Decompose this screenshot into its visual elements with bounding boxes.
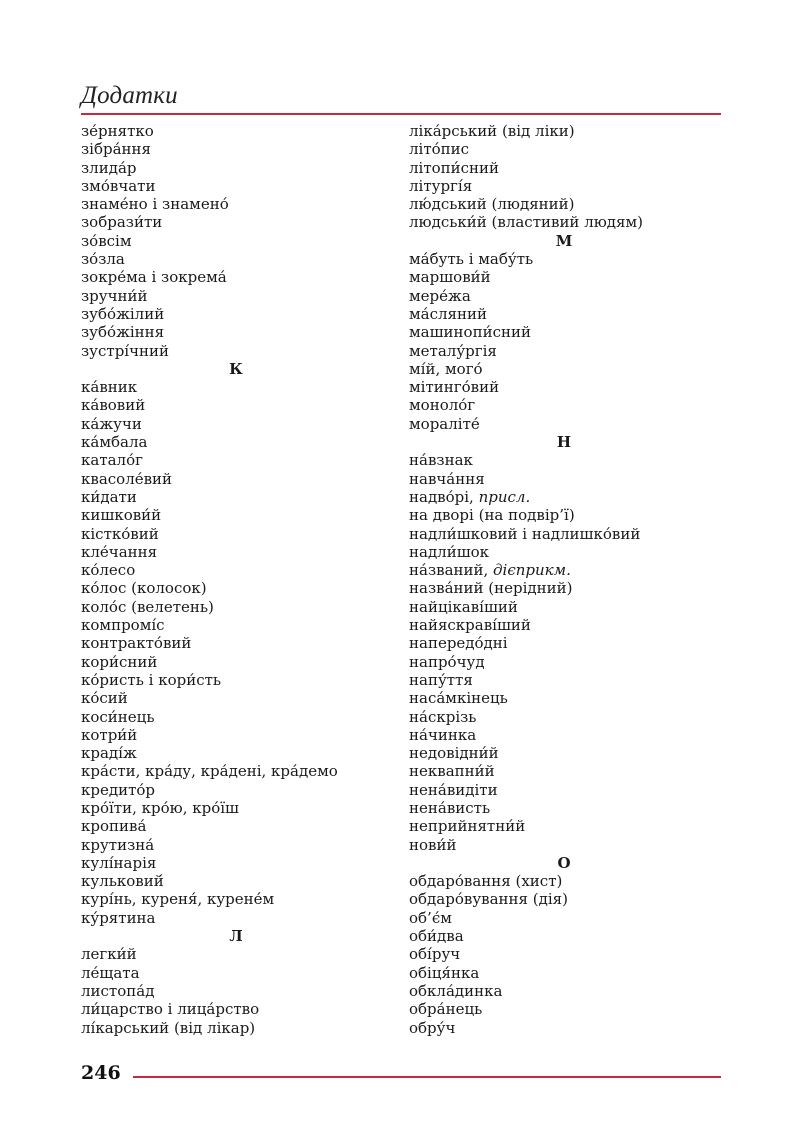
entry-text: обдаро́вування (дія) [409,890,568,909]
entry-text: зустрі́чний [81,341,170,360]
entry-note: присл. [478,487,531,506]
dictionary-entry [409,268,719,286]
dictionary-entry [409,342,719,360]
dictionary-entry [409,287,719,305]
dictionary-entry [81,451,391,469]
dictionary-entry [81,836,391,854]
dictionary-entry [81,817,391,835]
dictionary-entry [409,323,719,341]
dictionary-entry [409,762,719,780]
entry-text: обра́нець [409,1000,483,1019]
entry-text: контракто́вий [81,634,192,653]
dictionary-entry [409,415,719,433]
entry-text: обдаро́вання (хист) [409,872,563,891]
entry-text: зубо́жілий [81,304,165,323]
dictionary-entry [409,250,719,268]
dictionary-entry [409,890,719,908]
entry-text: кулі́нарія [81,853,157,872]
dictionary-entry [409,579,719,597]
entry-text: лю́дський (людяний) [409,195,575,214]
entry-note: дієприкм. [493,561,571,580]
dictionary-entry [81,543,391,561]
dictionary-entry [409,561,719,579]
entry-text: мере́жа [409,286,471,305]
entry-text: зубо́жіння [81,323,165,342]
dictionary-entry [81,506,391,524]
dictionary-entry [81,268,391,286]
entry-text: Н [556,433,572,452]
dictionary-entry [81,708,391,726]
entry-text: на́званий, [409,561,494,580]
dictionary-entry [81,525,391,543]
dictionary-entry [81,854,391,872]
dictionary-entry [409,799,719,817]
entry-text: кропива́ [81,817,147,836]
entry-text: неприйнятни́й [409,817,526,836]
entry-text: квасоле́вий [81,469,173,488]
dictionary-entry [81,634,391,652]
entry-text: ку́рятина [81,908,156,927]
entry-text: знаме́но і знамено́ [81,195,229,214]
dictionary-entry [81,689,391,707]
entry-text: обіця́нка [409,963,480,982]
entry-text: об’є́м [409,908,452,927]
dictionary-entry [81,982,391,1000]
dictionary-entry [409,836,719,854]
dictionary-entry [409,140,719,158]
entry-text: назва́ний (нерідний) [409,579,573,598]
dictionary-entry [81,433,391,451]
dictionary-entry [81,872,391,890]
dictionary-entry [409,781,719,799]
dictionary-entry [81,799,391,817]
entry-text: обі́руч [409,945,461,964]
entry-text: ки́дати [81,487,137,506]
dictionary-entry [409,305,719,323]
entry-text: кульковий́ [81,872,164,891]
dictionary-column-right [409,122,719,1037]
dictionary-entry [81,140,391,158]
dictionary-entry [409,195,719,213]
entry-text: надво́рі, [409,487,479,506]
dictionary-entry [81,378,391,396]
dictionary-entry [409,927,719,945]
dictionary-entry [81,726,391,744]
dictionary-entry [81,159,391,177]
entry-text: кро́їти, кро́ю, кро́їш [81,798,239,817]
dictionary-entry [81,177,391,195]
dictionary-entry [409,213,719,231]
entry-text: кори́сний [81,652,158,671]
letter-heading [81,360,391,378]
dictionary-entry [81,488,391,506]
letter-heading [81,927,391,945]
entry-text: обкла́динка [409,981,503,1000]
dictionary-entry [81,1019,391,1037]
page-number: 246 [81,1062,121,1084]
dictionary-entry [409,598,719,616]
dictionary-column-left [81,122,391,1037]
entry-text: зобрази́ти [81,213,163,232]
entry-text: коси́нець [81,707,155,726]
dictionary-entry [81,342,391,360]
entry-text: наса́мкінець [409,689,508,708]
entry-text: ка́вовий [81,396,146,415]
entry-text: ка́мбала [81,433,148,452]
dictionary-entry [409,653,719,671]
entry-text: коло́с (велетень) [81,597,214,616]
entry-text: зібра́ння [81,140,152,159]
dictionary-entry [409,634,719,652]
entry-text: напередо́дні [409,634,508,653]
entry-text: листопа́д [81,981,155,1000]
entry-text: навча́ння [409,469,485,488]
dictionary-entry [81,616,391,634]
header-rule [81,113,721,115]
dictionary-entry [81,561,391,579]
entry-text: ма́сляний [409,304,487,323]
entry-text: моноло́г [409,396,476,415]
entry-text: лі́карський (від лікар) [81,1018,256,1037]
dictionary-entry [81,323,391,341]
dictionary-entry [409,525,719,543]
entry-text: курі́нь, куреня́, курене́м [81,890,275,909]
dictionary-entry [409,177,719,195]
entry-text: людськи́й (властивий людям) [409,213,644,232]
footer-rule [133,1076,721,1078]
dictionary-entry [81,964,391,982]
entry-text: ма́буть і мабу́ть [409,250,534,269]
entry-text: ли́царство і лица́рство [81,1000,260,1019]
dictionary-entry [409,360,719,378]
dictionary-entry [409,488,719,506]
entry-text: напу́ття [409,670,473,689]
dictionary-entry [409,378,719,396]
entry-text: кра́сти, кра́ду, кра́дені, кра́демо [81,762,338,781]
dictionary-entry [409,159,719,177]
entry-text: мі́й, мого́ [409,359,483,378]
dictionary-entry [409,470,719,488]
dictionary-entry [81,781,391,799]
entry-text: літопи́сний [409,158,500,177]
letter-heading [409,232,719,250]
entry-text: кредито́р [81,780,156,799]
entry-text: напро́чуд [409,652,485,671]
entry-text: катало́г [81,451,143,470]
dictionary-entry [81,890,391,908]
entry-text: зо́всім [81,231,132,250]
dictionary-entry [81,470,391,488]
entry-text: ліка́рський (від ліки) [409,122,575,140]
entry-text: машинопи́сний [409,323,531,342]
dictionary-entry [81,213,391,231]
dictionary-entry [409,671,719,689]
letter-heading [409,433,719,451]
entry-text: оби́два [409,927,464,946]
dictionary-entry [409,982,719,1000]
dictionary-entry [409,945,719,963]
dictionary-entry [81,195,391,213]
dictionary-entry [409,1019,719,1037]
dictionary-entry [409,451,719,469]
dictionary-entry [81,396,391,414]
dictionary-entry [81,232,391,250]
entry-text: кле́чання [81,542,158,561]
dictionary-entry [409,1000,719,1018]
entry-text: мораліте́ [409,414,480,433]
entry-text: компромі́с [81,616,165,635]
entry-text: змо́вчати [81,176,156,195]
entry-text: на дворі (на подвір’ї) [409,506,575,525]
entry-text: на́взнак [409,451,473,470]
entry-text: нена́висть [409,798,491,817]
dictionary-entry [409,744,719,762]
entry-text: недовідни́й [409,744,499,763]
entry-text: неквапни́й [409,762,495,781]
dictionary-entry [81,653,391,671]
dictionary-entry [81,122,391,140]
dictionary-entry [409,817,719,835]
dictionary-entry [81,305,391,323]
entry-text: зе́рнятко [81,122,154,140]
dictionary-entry [409,396,719,414]
entry-text: кістко́вий [81,524,159,543]
entry-text: найцікаві́ший [409,597,518,616]
letter-heading [409,854,719,872]
dictionary-entry [81,909,391,927]
entry-text: ка́вник [81,378,138,397]
entry-text: надли́шок [409,542,490,561]
entry-text: Л [229,927,243,946]
entry-text: нена́видіти [409,780,498,799]
entry-text: на́скрізь [409,707,477,726]
running-header: Додатки [81,82,178,109]
dictionary-entry [81,415,391,433]
dictionary-entry [409,689,719,707]
entry-text: ко́ристь і кори́сть [81,670,222,689]
dictionary-entry [81,744,391,762]
dictionary-entry [409,506,719,524]
entry-text: котри́й [81,725,138,744]
entry-text: металу́ргія [409,341,497,360]
dictionary-entry [81,762,391,780]
entry-text: ко́сий [81,689,128,708]
entry-text: маршови́й [409,268,491,287]
entry-text: найяскраві́ший [409,616,531,635]
entry-text: на́чинка [409,725,477,744]
entry-text: мітинго́вий [409,378,500,397]
entry-text: кишкови́й [81,506,162,525]
dictionary-entry [81,579,391,597]
entry-text: обру́ч [409,1018,456,1037]
dictionary-entry [81,287,391,305]
entry-text: М [555,231,573,250]
dictionary-entry [409,726,719,744]
entry-text: літо́пис [409,140,470,159]
dictionary-entry [81,945,391,963]
entry-text: літургі́я [409,176,473,195]
entry-text: надли́шковий і надлишко́вий [409,524,641,543]
entry-text: злида́р [81,158,137,177]
dictionary-entry [409,543,719,561]
entry-text: краді́ж [81,744,137,763]
entry-text: ко́лос (колосок) [81,579,207,598]
dictionary-entry [409,616,719,634]
entry-text: зо́зла [81,250,125,269]
entry-text: К [229,359,243,378]
entry-text: О [557,853,571,872]
entry-text: зокре́ма і зокрема́ [81,268,227,287]
entry-text: ле́щата [81,963,140,982]
dictionary-entry [409,122,719,140]
dictionary-entry [81,250,391,268]
entry-text: крутизна́ [81,835,155,854]
entry-text: ка́жучи [81,414,142,433]
dictionary-entry [409,708,719,726]
dictionary-entry [81,671,391,689]
dictionary-entry [409,964,719,982]
entry-text: легки́й [81,945,137,964]
entry-text: зручни́й [81,286,148,305]
dictionary-entry [81,1000,391,1018]
dictionary-entry [409,909,719,927]
dictionary-entry [81,598,391,616]
entry-text: ко́лесо [81,561,136,580]
entry-text: нови́й [409,835,457,854]
dictionary-entry [409,872,719,890]
